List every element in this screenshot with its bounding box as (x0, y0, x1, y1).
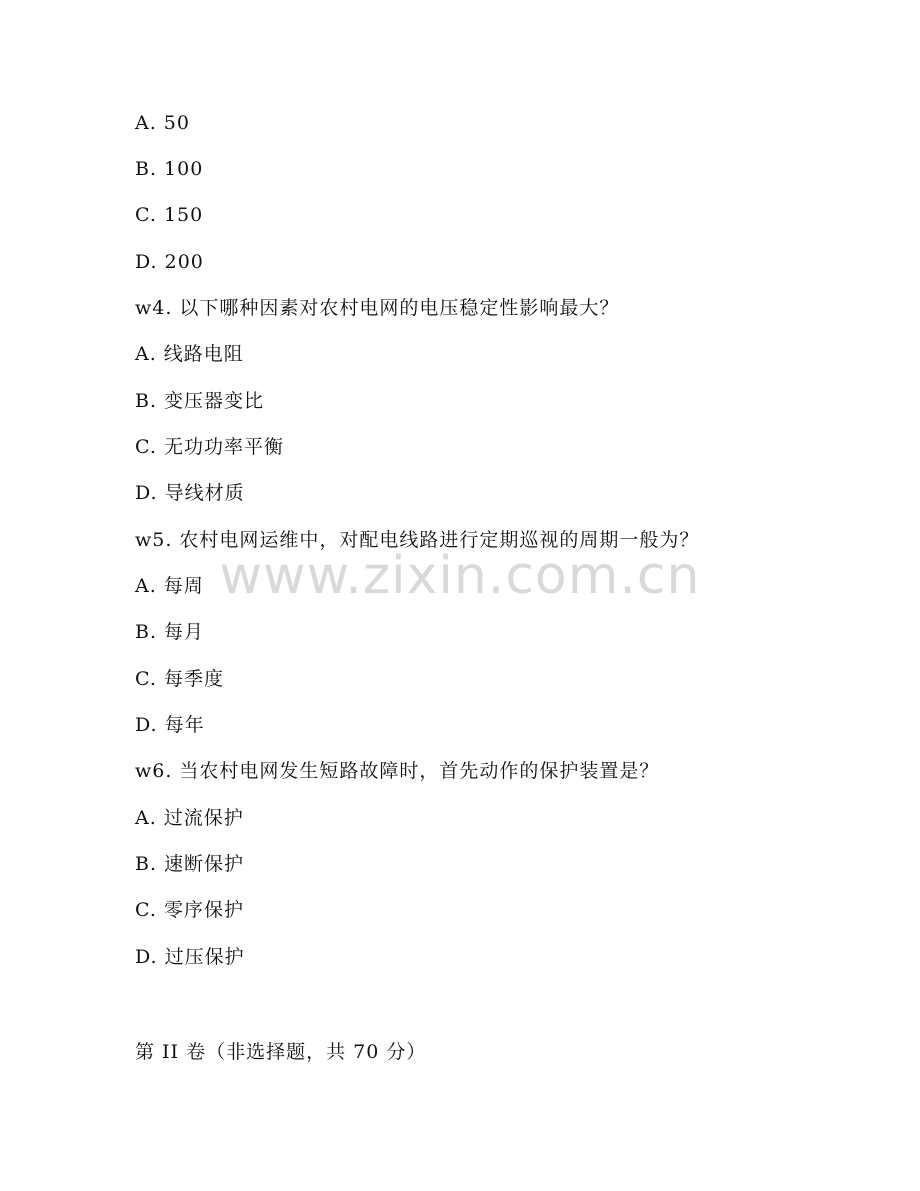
w6-option-b: B. 速断保护 (135, 853, 245, 875)
question-w6: w6. 当农村电网发生短路故障时，首先动作的保护装置是？ (135, 760, 660, 782)
question-w4: w4. 以下哪种因素对农村电网的电压稳定性影响最大？ (135, 297, 620, 319)
w6-option-d: D. 过压保护 (135, 946, 245, 968)
section-heading-part-two: 第 II 卷（非选择题，共 70 分） (135, 1041, 427, 1063)
question-w5: w5. 农村电网运维中，对配电线路进行定期巡视的周期一般为？ (135, 529, 700, 551)
watermark: www.zixin.com.cn (219, 546, 701, 606)
w4-option-a: A. 线路电阻 (135, 343, 244, 365)
w4-option-b: B. 变压器变比 (135, 390, 265, 412)
option-d-200: D. 200 (135, 251, 204, 273)
w6-option-c: C. 零序保护 (135, 899, 244, 921)
option-c-150: C. 150 (135, 204, 204, 226)
w6-option-a: A. 过流保护 (135, 807, 244, 829)
w5-option-d: D. 每年 (135, 714, 205, 736)
w4-option-c: C. 无功功率平衡 (135, 436, 284, 458)
w5-option-b: B. 每月 (135, 621, 205, 643)
w5-option-a: A. 每周 (135, 575, 204, 597)
option-b-100: B. 100 (135, 158, 204, 180)
w5-option-c: C. 每季度 (135, 668, 224, 690)
w4-option-d: D. 导线材质 (135, 482, 245, 504)
option-a-50: A. 50 (135, 112, 190, 134)
